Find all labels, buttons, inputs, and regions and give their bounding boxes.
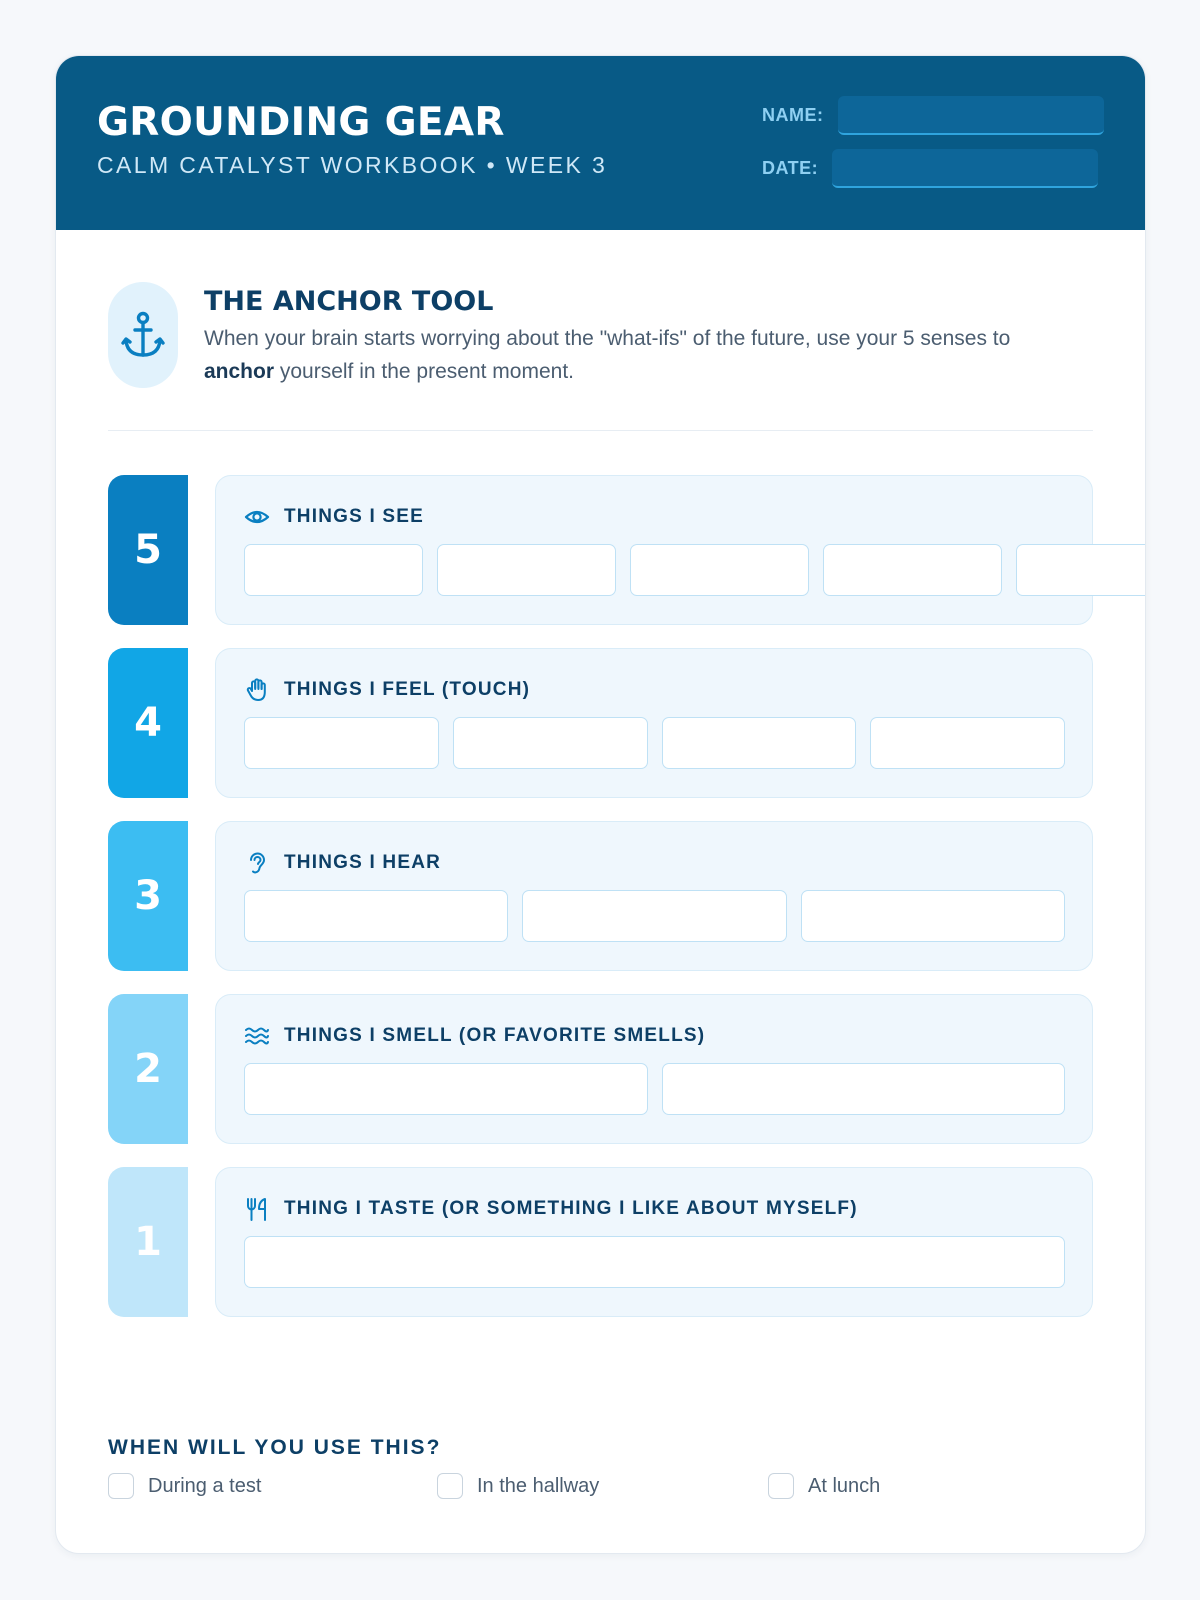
count-badge: 3 <box>108 821 188 971</box>
name-label: NAME: <box>762 105 824 125</box>
worksheet-header <box>56 56 1145 230</box>
see-answer-2[interactable] <box>437 544 616 596</box>
feel-answer-4[interactable] <box>870 717 1065 769</box>
option-label: At lunch <box>808 1474 881 1497</box>
hand-icon <box>244 677 270 703</box>
answer-boxes <box>244 1063 1065 1115</box>
see-answer-4[interactable] <box>823 544 1002 596</box>
option-label: During a test <box>148 1474 262 1497</box>
sense-heading <box>244 1023 705 1049</box>
hear-answer-3[interactable] <box>801 890 1065 942</box>
sense-panel <box>215 821 1093 971</box>
sense-label: THING I TASTE (OR SOMETHING I LIKE ABOUT MYSELF) <box>284 1198 858 1219</box>
sense-heading <box>244 850 441 876</box>
intro-text-start: When your brain starts worrying about the "what-ifs" of the future, use your 5 senses to <box>204 327 1011 350</box>
option-label: In the hallway <box>477 1474 600 1497</box>
sense-heading <box>244 504 424 530</box>
answer-boxes <box>244 717 1065 769</box>
date-input[interactable] <box>832 149 1098 188</box>
intro-text <box>204 322 1064 388</box>
count-badge: 4 <box>108 648 188 798</box>
utensils-icon <box>244 1196 270 1222</box>
checkbox[interactable] <box>108 1473 134 1499</box>
sense-row-feel <box>108 648 1093 798</box>
name-input[interactable] <box>838 96 1104 135</box>
sense-panel <box>215 475 1093 625</box>
sense-panel <box>215 994 1093 1144</box>
sense-label: THINGS I FEEL (TOUCH) <box>284 679 531 700</box>
sense-row-smell <box>108 994 1093 1144</box>
checkbox[interactable] <box>437 1473 463 1499</box>
when-title: WHEN WILL YOU USE THIS? <box>108 1436 442 1459</box>
feel-answer-1[interactable] <box>244 717 439 769</box>
hear-answer-1[interactable] <box>244 890 508 942</box>
see-answer-1[interactable] <box>244 544 423 596</box>
answer-boxes <box>244 1236 1065 1288</box>
count-badge: 2 <box>108 994 188 1144</box>
sense-row-hear <box>108 821 1093 971</box>
count-badge: 1 <box>108 1167 188 1317</box>
worksheet-card <box>55 55 1146 1554</box>
when-options <box>108 1473 1093 1507</box>
taste-answer-1[interactable] <box>244 1236 1065 1288</box>
answer-boxes <box>244 890 1065 942</box>
date-label: DATE: <box>762 158 819 178</box>
intro-text-end: yourself in the present moment. <box>274 360 574 383</box>
smell-answer-2[interactable] <box>662 1063 1066 1115</box>
sense-label: THINGS I HEAR <box>284 852 442 873</box>
intro-title: THE ANCHOR TOOL <box>204 286 494 317</box>
sense-heading <box>244 677 530 703</box>
ear-icon <box>244 850 270 876</box>
option-lunch[interactable] <box>768 1473 880 1499</box>
option-during-test[interactable] <box>108 1473 261 1499</box>
feel-answer-2[interactable] <box>453 717 648 769</box>
anchor-icon <box>108 282 178 388</box>
intro-section <box>108 282 1093 432</box>
name-field <box>762 96 1104 135</box>
answer-boxes <box>244 544 1065 596</box>
hear-answer-2[interactable] <box>522 890 786 942</box>
see-answer-3[interactable] <box>630 544 809 596</box>
sense-row-see <box>108 475 1093 625</box>
intro-text-emphasis: anchor <box>204 360 275 383</box>
see-answer-5[interactable] <box>1016 544 1146 596</box>
checkbox[interactable] <box>768 1473 794 1499</box>
smell-answer-1[interactable] <box>244 1063 648 1115</box>
waves-icon <box>244 1023 270 1049</box>
eye-icon <box>244 504 270 530</box>
worksheet-title: GROUNDING GEAR <box>97 100 505 145</box>
option-hallway[interactable] <box>437 1473 599 1499</box>
section-divider <box>108 430 1093 431</box>
count-badge: 5 <box>108 475 188 625</box>
sense-heading <box>244 1196 858 1222</box>
worksheet-subtitle: CALM CATALYST WORKBOOK • WEEK 3 <box>97 152 608 178</box>
sense-row-taste <box>108 1167 1093 1317</box>
sense-panel <box>215 648 1093 798</box>
sense-label: THINGS I SMELL (OR FAVORITE SMELLS) <box>284 1025 706 1046</box>
feel-answer-3[interactable] <box>662 717 857 769</box>
sense-panel <box>215 1167 1093 1317</box>
date-field <box>762 149 1098 188</box>
sense-label: THINGS I SEE <box>284 506 425 527</box>
